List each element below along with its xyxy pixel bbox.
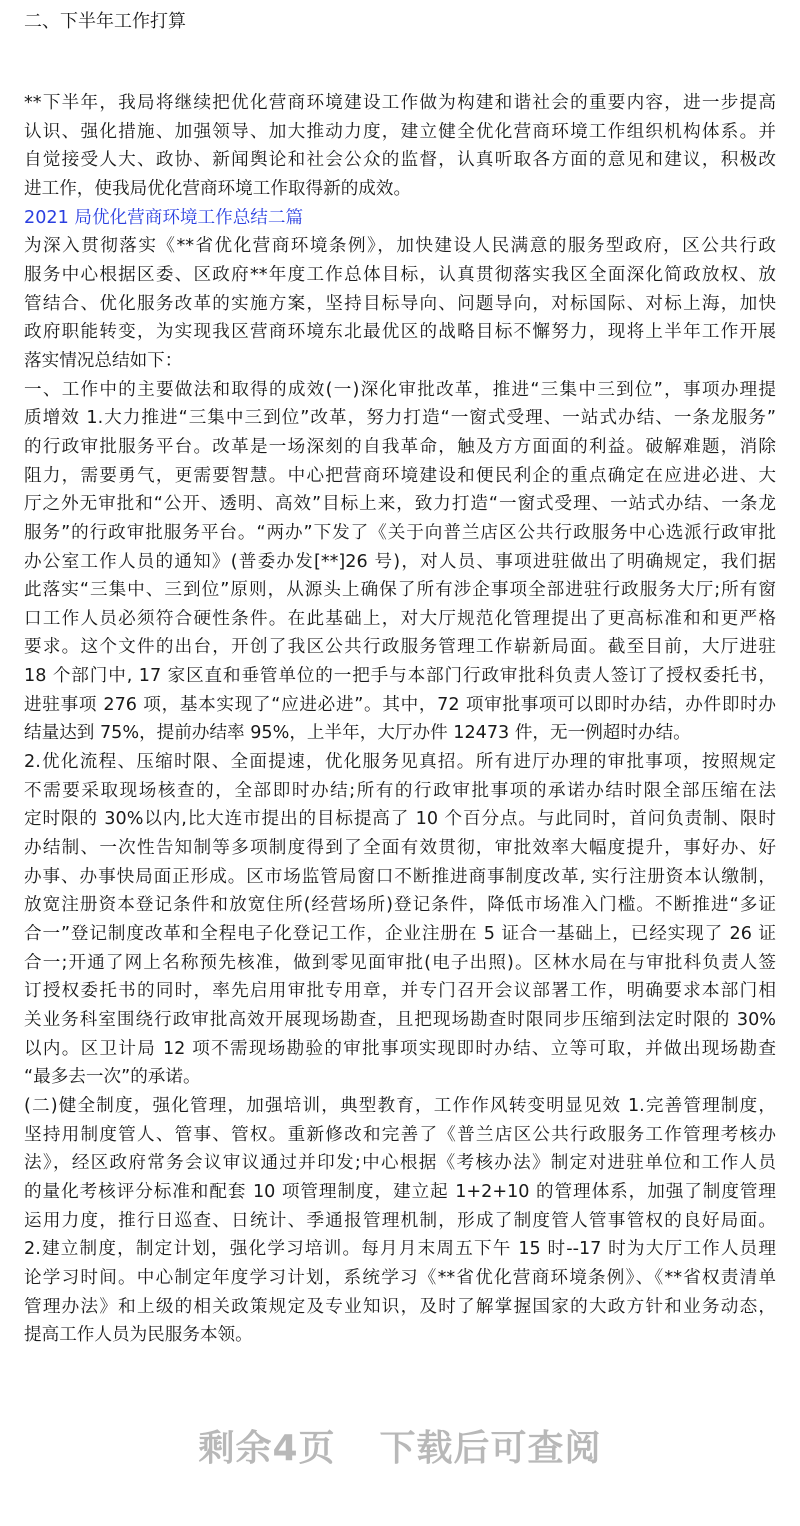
text-line: 法》，经区政府常务会议审议通过并印发;中心根据《考核办法》制定对进驻单位和工作人员 <box>24 1153 776 1174</box>
text-line: 2021 局优化营商环境工作总结二篇 <box>24 207 304 228</box>
text-line: 口工作人员必须符合硬性条件。在此基础上，对大厅规范化管理提出了更高标准和和更严格 <box>24 608 776 629</box>
text-line: 办事、办事快局面正形成。区市场监管局窗口不断推进商事制度改革, 实行注册资本认缴制， <box>24 866 776 887</box>
text-line: 阻力，需要勇气，更需要智慧。中心把营商环境建设和便民利企的重点确定在应进必进、大 <box>24 465 776 486</box>
text-line: 服务”的行政审批服务平台。“两办”下发了《关于向普兰店区公共行政服务中心选派行政审批 <box>24 522 776 543</box>
text-line: 以内。区卫计局 12 项不需现场勘验的审批事项实现即时办结、立等可取，并做出现场勘查 <box>24 1038 776 1059</box>
text-line: 管理办法》和上级的相关政策规定及专业知识，及时了解掌握国家的大政方针和业务动态， <box>24 1296 776 1317</box>
text-line: 提高工作人员为民服务本领。 <box>24 1325 253 1346</box>
text-line: 的行政审批服务平台。改革是一场深刻的自我革命，触及方方面面的利益。破解难题，消除 <box>24 436 776 457</box>
text-line: 政府职能转变，为实现我区营商环境东北最优区的战略目标不懈努力，现将上半年工作开展 <box>24 322 776 343</box>
text-line: 结量达到 75%，提前办结率 95%，上半年，大厅办件 12473 件，无一例超时办结。 <box>24 723 691 744</box>
text-line: 质增效 1.大力推进“三集中三到位”改革，努力打造“一窗式受理、一站式办结、一条龙服务” <box>24 408 776 429</box>
text-line: **下半年，我局将继续把优化营商环境建设工作做为构建和谐社会的重要内容，进一步提高 <box>24 93 776 113</box>
text-line: 厅之外无审批和“公开、透明、高效”目标上来，致力打造“一窗式受理、一站式办结、一条龙 <box>24 494 776 515</box>
text-line: 合一”登记制度改革和全程电子化登记工作，企业注册在 5 证合一基础上，已经实现了 26 证 <box>24 924 776 945</box>
text-line: “最多去一次”的承诺。 <box>24 1067 201 1088</box>
text-line: 一、工作中的主要做法和取得的成效(一)深化审批改革，推进“三集中三到位”，事项办理提 <box>24 379 776 400</box>
text-line: 不需要采取现场核查的，全部即时办结;所有的行政审批事项的承诺办结时限全部压缩在法 <box>24 780 776 801</box>
text-line: 要求。这个文件的出台，开创了我区公共行政服务管理工作崭新局面。截至目前，大厅进驻 <box>24 637 776 658</box>
download-to-read-label[interactable]: 下载后可查阅 <box>379 1428 602 1469</box>
section-title: 二、下半年工作打算 <box>24 11 186 32</box>
paragraph <box>24 376 776 749</box>
text-line: 18 个部门中, 17 家区直和垂管单位的一把手与本部门行政审批科负责人签订了授权委托书， <box>24 666 776 687</box>
text-line: 自觉接受人大、政协、新闻舆论和社会公众的监督，认真听取各方面的意见和建议，积极改 <box>24 150 776 171</box>
document-body <box>24 89 776 1350</box>
text-line: 放宽注册资本登记条件和放宽住所(经营场所)登记条件，降低市场准入门槛。不断推进“多证 <box>24 895 776 916</box>
download-prompt[interactable] <box>0 1420 800 1471</box>
paragraph <box>24 748 776 1092</box>
text-line: 坚持用制度管人、管事、管权。重新修改和完善了《普兰店区公共行政服务工作管理考核办 <box>24 1124 776 1145</box>
text-line: 2.优化流程、压缩时限、全面提速，优化服务见真招。所有进厅办理的审批事项，按照规定 <box>24 752 776 773</box>
text-line: 的量化考核评分标准和配套 10 项管理制度，建立起 1+2+10 的管理体系，加强了制度管理 <box>24 1181 776 1202</box>
text-line: 管结合、优化服务改革的实施方案，坚持目标导向、问题导向，对标国际、对标上海，加快 <box>24 293 776 314</box>
text-line: 为深入贯彻落实《**省优化营商环境条例》，加快建设人民满意的服务型政府，区公共行政 <box>24 236 776 257</box>
paragraph <box>24 1092 776 1350</box>
text-line: 落实情况总结如下： <box>24 350 183 371</box>
text-line: (二)健全制度，强化管理，加强培训，典型教育，工作作风转变明显见效 1.完善管理制度， <box>24 1095 776 1116</box>
paragraph <box>24 89 776 204</box>
text-line: 定时限的 30%以内,比大连市提出的目标提高了 10 个百分点。与此同时，首问负责制、限时 <box>24 809 776 830</box>
text-line: 办公室工作人员的通知》(普委办发[**]26 号)，对人员、事项进驻做出了明确规定，我们据 <box>24 551 776 572</box>
text-line: 认识、强化措施、加强领导、加大推动力度，建立健全优化营商环境工作组织机构体系。并 <box>24 121 776 142</box>
text-line: 2.建立制度，制定计划，强化学习培训。每月月末周五下午 15 时--17 时为大厅工作人员理 <box>24 1239 776 1260</box>
article-heading-link[interactable] <box>24 204 776 233</box>
paragraph <box>24 232 776 375</box>
text-line: 此落实“三集中、三到位”原则，从源头上确保了所有涉企事项全部进驻行政服务大厅;所有窗 <box>24 580 776 601</box>
text-line: 进工作，使我局优化营商环境工作取得新的成效。 <box>24 178 412 199</box>
text-line: 订授权委托书的同时，率先启用审批专用章，并专门召开会议部署工作，明确要求本部门相 <box>24 981 776 1002</box>
text-line: 合一;开通了网上名称预先核准，做到零见面审批(电子出照)。区林水局在与审批科负责人签 <box>24 952 776 973</box>
text-line: 关业务科室围绕行政审批高效开展现场勘查，且把现场勘查时限同步压缩到法定时限的 30% <box>24 1010 776 1030</box>
text-line: 服务中心根据区委、区政府**年度工作总体目标，认真贯彻落实我区全面深化简政放权、放 <box>24 264 776 285</box>
text-line: 办结制、一次性告知制等多项制度得到了全面有效贯彻，审批效率大幅度提升，事好办、好 <box>24 838 776 859</box>
text-line: 进驻事项 276 项，基本实现了“应进必进”。其中，72 项审批事项可以即时办结，办件即时办 <box>24 694 776 715</box>
remaining-pages-label: 剩余4页 <box>198 1428 336 1469</box>
text-line: 运用力度，推行日巡查、日统计、季通报管理机制，形成了制度管人管事管权的良好局面。 <box>24 1210 776 1231</box>
text-line: 论学习时间。中心制定年度学习计划，系统学习《**省优化营商环境条例》、《**省权责清单 <box>24 1267 776 1288</box>
